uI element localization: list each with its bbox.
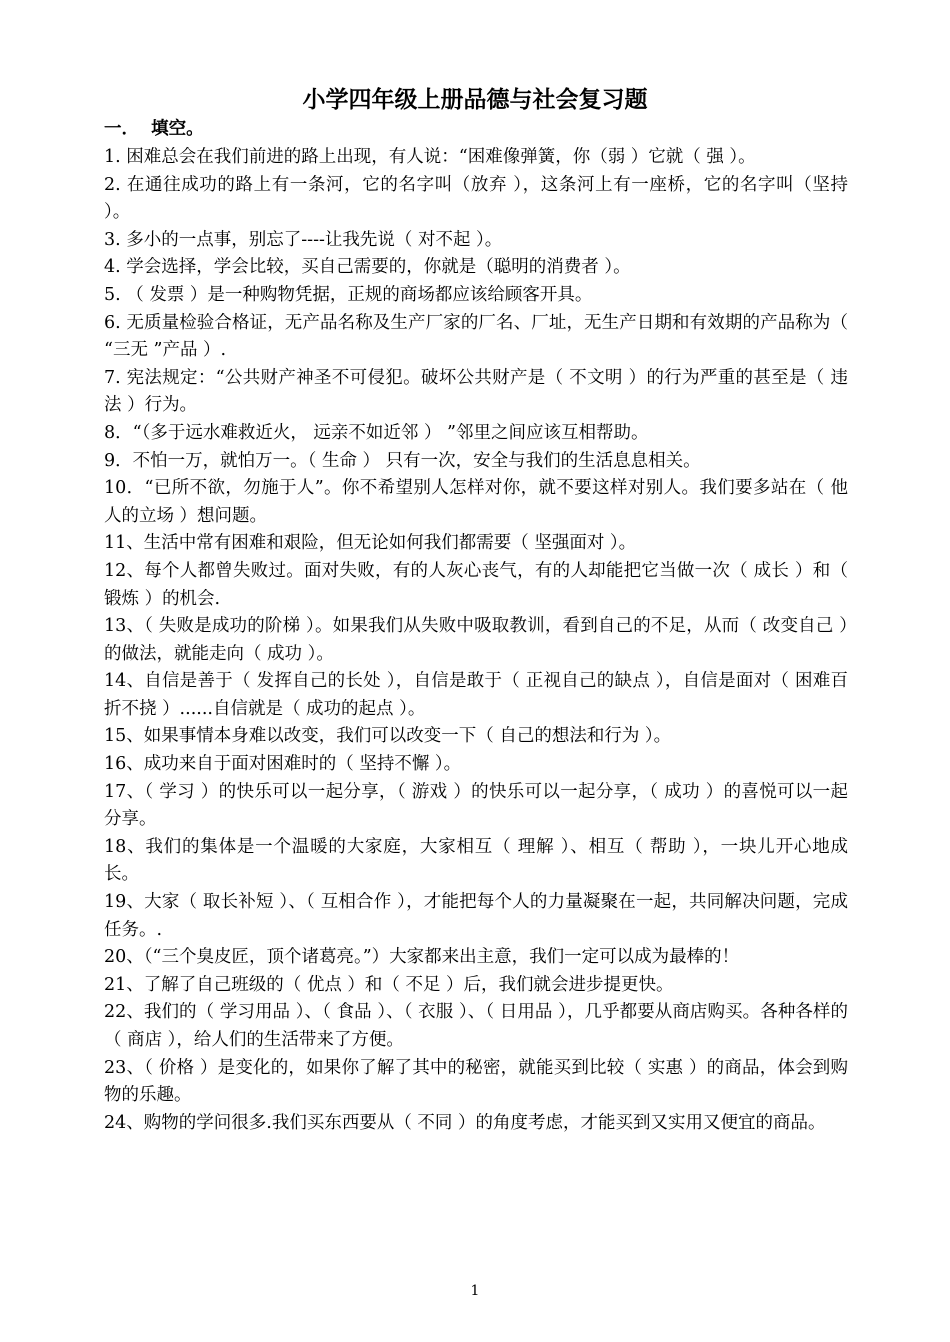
question-item: 4. 学会选择，学会比较，买自己需要的，你就是（聪明的消费者 ）。 — [104, 257, 631, 278]
question-item: 24、购物的学问很多.我们买东西要从（ 不同 ）的角度考虑，才能买到又实用又便宜的商品。 — [104, 1112, 826, 1133]
question-item: 16、成功来自于面对困难时的（ 坚持不懈 ）。 — [104, 754, 462, 775]
question-item: 1. 困难总会在我们前进的路上出现，有人说：“困难像弹簧，你（弱 ）它就（ 强 ）。 — [104, 147, 756, 167]
question-item: 2. 在通往成功的路上有一条河，它的名字叫（放弃 ），这条河上有一座桥，它的名字叫（坚持 ）。 — [104, 174, 848, 223]
question-item: 8．“（多于远水难救近火， 远亲不如近邻 ） ”邻里之间应该互相帮助。 — [104, 422, 649, 443]
question-item: 12、每个人都曾失败过。面对失败，有的人灰心丧气，有的人却能把它当做一次（ 成长 ）和（ 锻炼 ）的机会. — [104, 560, 848, 609]
question-item: 22、我们的（ 学习用品 ）、（ 食品 ）、（ 衣服 ）、（ 日用品 ），几乎都要从商店购买。各种各样的（ 商店 ），给人们的生活带来了方便。 — [104, 1002, 848, 1050]
question-item: 10．“已所不欲，勿施于人”。你不希望别人怎样对你，就不要这样对别人。我们要多站在（ 他人的立场 ）想问题。 — [104, 478, 848, 526]
question-item: 14、自信是善于（ 发挥自己的长处 ），自信是敢于（ 正视自己的缺点 ），自信是面对（ 困难百折不挠 ）......自信就是（ 成功的起点 ）。 — [104, 671, 848, 719]
question-item: 9．不怕一万，就怕万一。（ 生命 ） 只有一次，安全与我们的生活息息相关。 — [104, 450, 701, 471]
page-number: 1 — [470, 1283, 480, 1299]
question-item: 11、生活中常有困难和艰险，但无论如何我们都需要（ 坚强面对 ）。 — [104, 533, 637, 554]
question-item: 21、了解了自己班级的（ 优点 ）和（ 不足 ）后，我们就会进步提更快。 — [104, 974, 674, 995]
section-heading: 一． 填空。 — [104, 119, 204, 139]
question-item: 7. 宪法规定：“公共财产神圣不可侵犯。破坏公共财产是（ 不文明 ）的行为严重的甚至是（ 违法 ）行为。 — [104, 367, 848, 416]
question-item: 6. 无质量检验合格证，无产品名称及生产厂家的厂名、厂址，无生产日期和有效期的产品称为（ “三无 ”产品 ）. — [104, 312, 848, 361]
question-item: 20、（“三个臭皮匠，顶个诸葛亮。”）大家都来出主意，我们一定可以成为最棒的！ — [104, 947, 740, 968]
question-item: 15、如果事情本身难以改变，我们可以改变一下（ 自己的想法和行为 ）。 — [104, 726, 672, 747]
question-item: 18、我们的集体是一个温暖的大家庭，大家相互（ 理解 ）、相互（ 帮助 ），一块儿开心地成长。 — [104, 836, 848, 885]
question-item: 3. 多小的一点事，别忘了----让我先说（ 对不起 ）。 — [104, 229, 503, 250]
question-item: 13、（ 失败是成功的阶梯 ）。如果我们从失败中吸取教训，看到自己的不足，从而（ 改变自己 ）的做法，就能走向（ 成功 ）。 — [104, 616, 848, 664]
question-item: 17、（ 学习 ）的快乐可以一起分享，（ 游戏 ）的快乐可以一起分享，（ 成功 ）的喜悦可以一起分享。 — [104, 781, 848, 830]
page-title: 小学四年级上册品德与社会复习题 — [302, 87, 648, 113]
question-list — [104, 144, 848, 1137]
question-item: 5. （ 发票 ）是一种购物凭据，正规的商场都应该给顾客开具。 — [104, 284, 593, 305]
question-item: 19、大家（ 取长补短 ）、（ 互相合作 ），才能把每个人的力量凝聚在一起，共同解决问题，完成任务。. — [104, 892, 848, 940]
question-item: 23、（ 价格 ）是变化的，如果你了解了其中的秘密，就能买到比较（ 实惠 ）的商品，体会到购物的乐趣。 — [104, 1057, 848, 1106]
